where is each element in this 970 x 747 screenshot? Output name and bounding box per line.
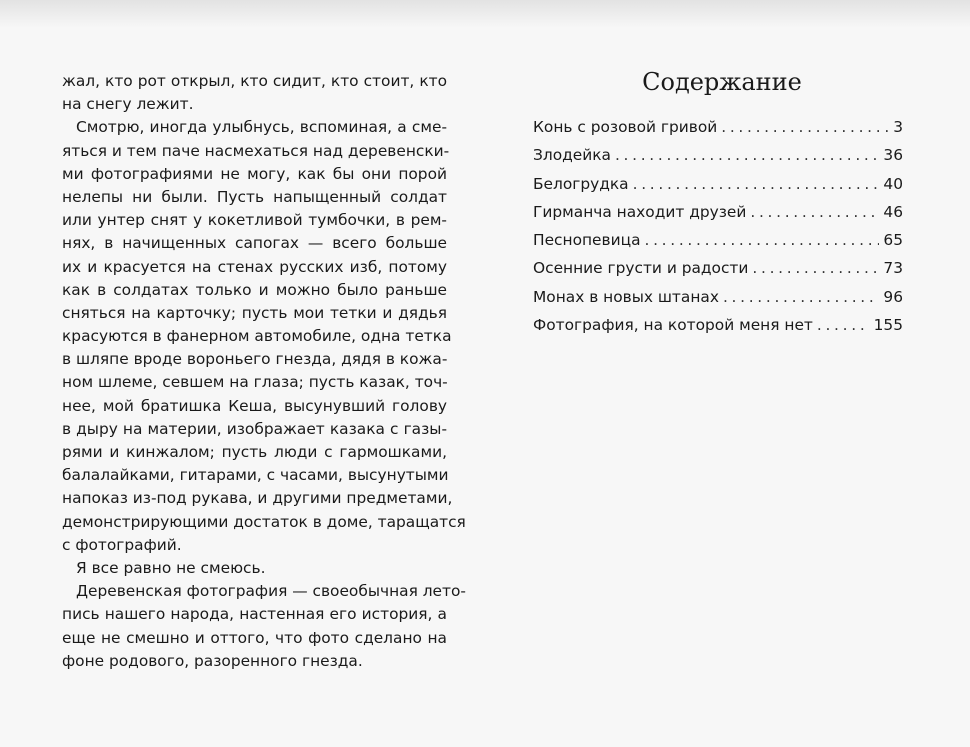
toc-entry-page: 65: [883, 231, 903, 250]
text-line: красуются в фанерном автомобиле, одна тетка: [62, 327, 452, 346]
toc-leader-dots: [750, 203, 879, 221]
text-line: еще не смешно и оттого, что фото сделано на: [62, 628, 447, 647]
toc-entry-title: Гирманча находит друзей: [533, 202, 747, 221]
toc-leader-dots: [721, 118, 889, 136]
table-of-contents: [533, 60, 903, 344]
toc-entry-title: Монах в новых штанах: [533, 287, 719, 306]
toc-entry-page: 73: [883, 259, 903, 278]
text-line: как в солдатах только и можно было раньше: [62, 280, 447, 299]
text-line: пись нашего народа, настенная его история, а: [62, 605, 447, 624]
scan-shadow: [0, 0, 970, 28]
toc-entry-page: 3: [893, 118, 903, 136]
toc-leader-dots: [645, 231, 880, 249]
toc-entry[interactable]: [533, 146, 903, 174]
text-line: напоказ из-под рукава, и другими предметами,: [62, 489, 453, 508]
toc-entry-title: Конь с розовой гривой: [533, 118, 718, 136]
toc-entry-title: Злодейка: [533, 146, 611, 165]
text-line: яться и тем паче насмехаться над деревенски-: [62, 141, 450, 160]
text-line: нее, мой братишка Кеша, высунувший голову: [62, 396, 447, 415]
toc-entry-page: 36: [883, 146, 903, 165]
toc-entry-page: 40: [883, 174, 903, 193]
toc-title: Содержание: [642, 68, 802, 96]
text-line: ном шлеме, севшем на глаза; пусть казак, точ-: [62, 373, 448, 392]
text-line: в шляпе вроде вороньего гнезда, дядя в кожа-: [62, 350, 448, 369]
text-line: в дыру на материи, изображает казака с газы-: [62, 419, 447, 438]
text-line: сняться на карточку; пусть мои тетки и дядья: [62, 303, 447, 322]
text-line: Деревенская фотография — своеобычная лето-: [76, 582, 466, 601]
toc-entry-title: Белогрудка: [533, 174, 629, 193]
toc-entry[interactable]: [533, 175, 903, 203]
text-line: с фотографий.: [62, 535, 182, 554]
text-line: ми фотографиями не могу, как бы они порой: [62, 164, 447, 183]
toc-entry[interactable]: [533, 288, 903, 316]
toc-entry-title: Песнопевица: [533, 231, 641, 250]
text-line: Смотрю, иногда улыбнусь, вспоминая, а сме-: [76, 118, 447, 137]
text-line: или унтер снят у кокетливой тумбочки, в рем-: [62, 211, 447, 230]
toc-entry-title: Осенние грусти и радости: [533, 259, 749, 278]
toc-entry[interactable]: [533, 231, 903, 259]
text-line: на снегу лежит.: [62, 95, 194, 114]
text-line: их и красуется на стенах русских изб, потому: [62, 257, 447, 276]
text-line: Я все равно не смеюсь.: [76, 558, 266, 577]
toc-leader-dots: [723, 288, 879, 306]
toc-entry-page: 155: [873, 316, 903, 335]
left-page-text: [62, 70, 466, 673]
toc-leader-dots: [817, 316, 870, 334]
toc-list: [533, 118, 903, 344]
text-line: жал, кто рот открыл, кто сидит, кто стоит, кто: [62, 72, 447, 90]
toc-leader-dots: [752, 259, 879, 277]
toc-leader-dots: [633, 175, 880, 193]
text-line: балалайками, гитарами, с часами, высунутыми: [62, 466, 449, 485]
text-line: демонстрирующими достаток в доме, таращатся: [62, 512, 466, 531]
text-line: фоне родового, разоренного гнезда.: [62, 651, 363, 670]
toc-entry-title: Фотография, на которой меня нет: [533, 316, 813, 335]
toc-entry[interactable]: [533, 259, 903, 287]
toc-leader-dots: [615, 146, 879, 164]
text-line: нелепы ни были. Пусть напыщенный солдат: [62, 187, 447, 206]
toc-entry-page: 96: [883, 287, 903, 306]
toc-entry-page: 46: [883, 202, 903, 221]
text-line: рями и кинжалом; пусть люди с гармошками,: [62, 443, 447, 461]
toc-entry[interactable]: [533, 316, 903, 344]
toc-entry[interactable]: [533, 118, 903, 146]
toc-entry[interactable]: [533, 203, 903, 231]
text-line: нях, в начищенных сапогах — всего больше: [62, 234, 447, 253]
